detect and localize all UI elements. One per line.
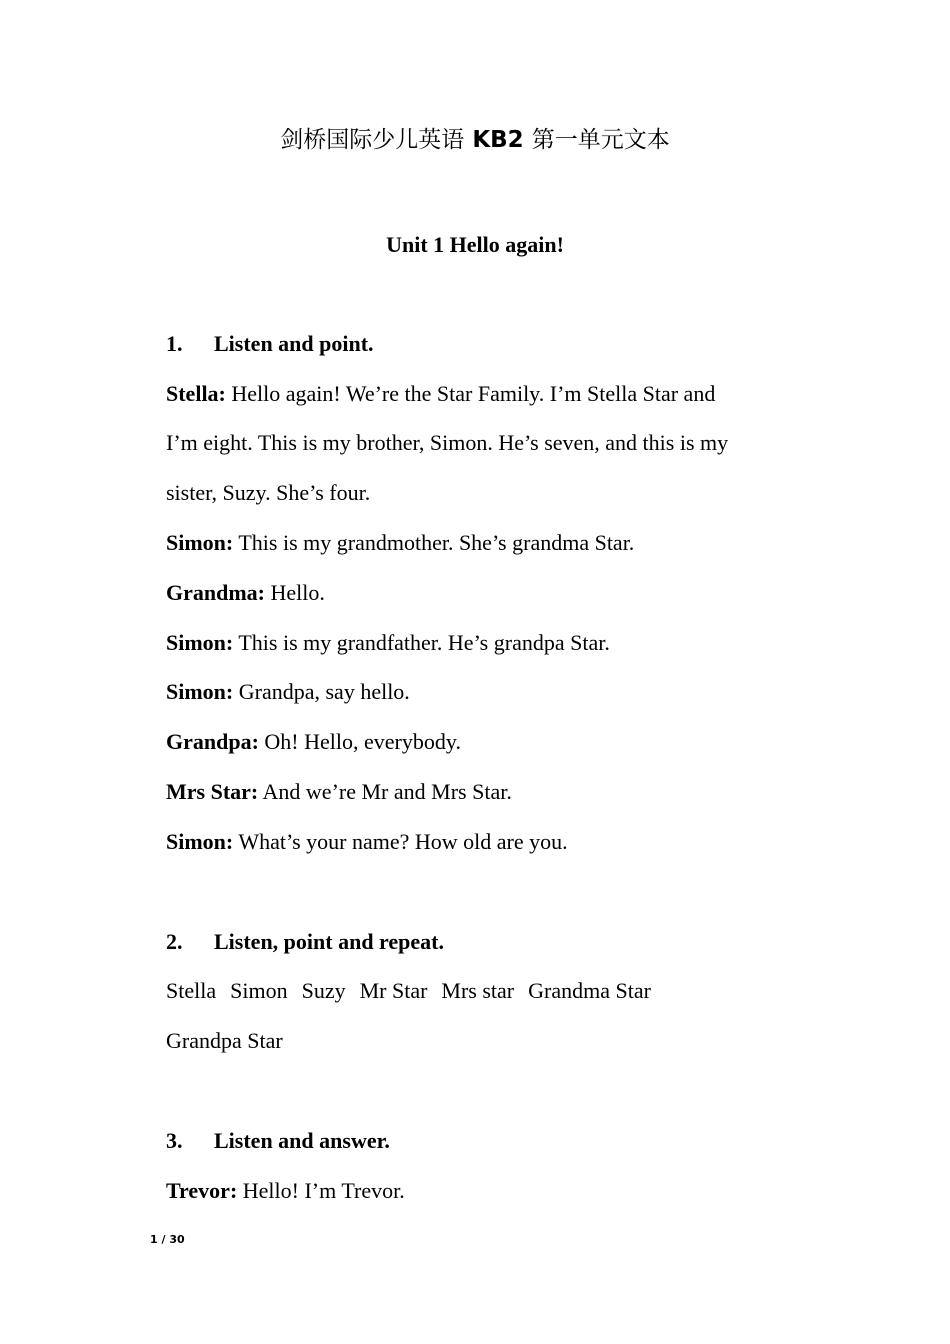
dialogue-line — [166, 677, 410, 707]
section-title: Listen and point. — [214, 331, 374, 356]
name-item: Suzy — [301, 978, 346, 1003]
dialogue-text: This is my grandmother. She’s grandma Star. — [233, 530, 635, 555]
dialogue-text: Hello! I’m Trevor. — [237, 1178, 405, 1203]
speaker-label: Mrs Star: — [166, 779, 259, 804]
name-item: Mrs star — [441, 978, 515, 1003]
speaker-label: Simon: — [166, 530, 234, 555]
section-title: Listen, point and repeat. — [214, 929, 445, 954]
section-heading-1 — [166, 329, 374, 359]
dialogue-line — [166, 777, 512, 807]
names-row — [166, 1026, 297, 1056]
title-cn-suffix: 第一单元文本 — [531, 127, 670, 153]
speaker-label: Stella: — [166, 381, 226, 406]
section-number: 1. — [166, 331, 183, 356]
names-row — [166, 976, 665, 1006]
section-heading-2 — [166, 927, 444, 957]
dialogue-text: What’s your name? How old are you. — [233, 829, 568, 854]
page-indicator: 1 / 30 — [150, 1233, 185, 1246]
name-item: Mr Star — [359, 978, 428, 1003]
dialogue-text: This is my grandfather. He’s grandpa Star. — [233, 630, 610, 655]
title-en — [464, 127, 531, 153]
speaker-label: Simon: — [166, 630, 234, 655]
speaker-label: Trevor: — [166, 1178, 238, 1203]
section-number: 3. — [166, 1128, 183, 1153]
dialogue-line — [166, 1176, 405, 1206]
dialogue-text: And we’re Mr and Mrs Star. — [258, 779, 512, 804]
title-cn-prefix: 剑桥国际少儿英语 — [280, 127, 465, 153]
dialogue-line — [166, 727, 461, 757]
section-number: 2. — [166, 929, 183, 954]
speaker-label: Simon: — [166, 679, 234, 704]
name-item: Grandma Star — [528, 978, 651, 1003]
section-heading-3 — [166, 1126, 390, 1156]
speaker-label: Grandpa: — [166, 729, 259, 754]
dialogue-text: sister, Suzy. She’s four. — [166, 480, 371, 505]
name-item: Stella — [166, 978, 217, 1003]
dialogue-line — [166, 528, 634, 558]
name-item: Grandpa Star — [166, 1028, 283, 1053]
document-title — [0, 124, 950, 156]
speaker-label: Grandma: — [166, 580, 265, 605]
dialogue-text: I’m eight. This is my brother, Simon. He’s seven, and this is my — [166, 430, 729, 455]
dialogue-line — [166, 379, 715, 409]
name-item: Simon — [230, 978, 288, 1003]
dialogue-text: Hello again! We’re the Star Family. I’m Stella Star and — [225, 381, 716, 406]
section-title: Listen and answer. — [214, 1128, 390, 1153]
dialogue-line — [166, 428, 728, 458]
dialogue-line — [166, 827, 568, 857]
dialogue-line — [166, 578, 325, 608]
dialogue-line — [166, 478, 370, 508]
title-en-text: KB2 — [472, 127, 524, 153]
speaker-label: Simon: — [166, 829, 234, 854]
dialogue-text: Hello. — [265, 580, 325, 605]
dialogue-text: Oh! Hello, everybody. — [258, 729, 461, 754]
unit-title: Unit 1 Hello again! — [386, 232, 564, 257]
dialogue-text: Grandpa, say hello. — [233, 679, 410, 704]
dialogue-line — [166, 628, 610, 658]
